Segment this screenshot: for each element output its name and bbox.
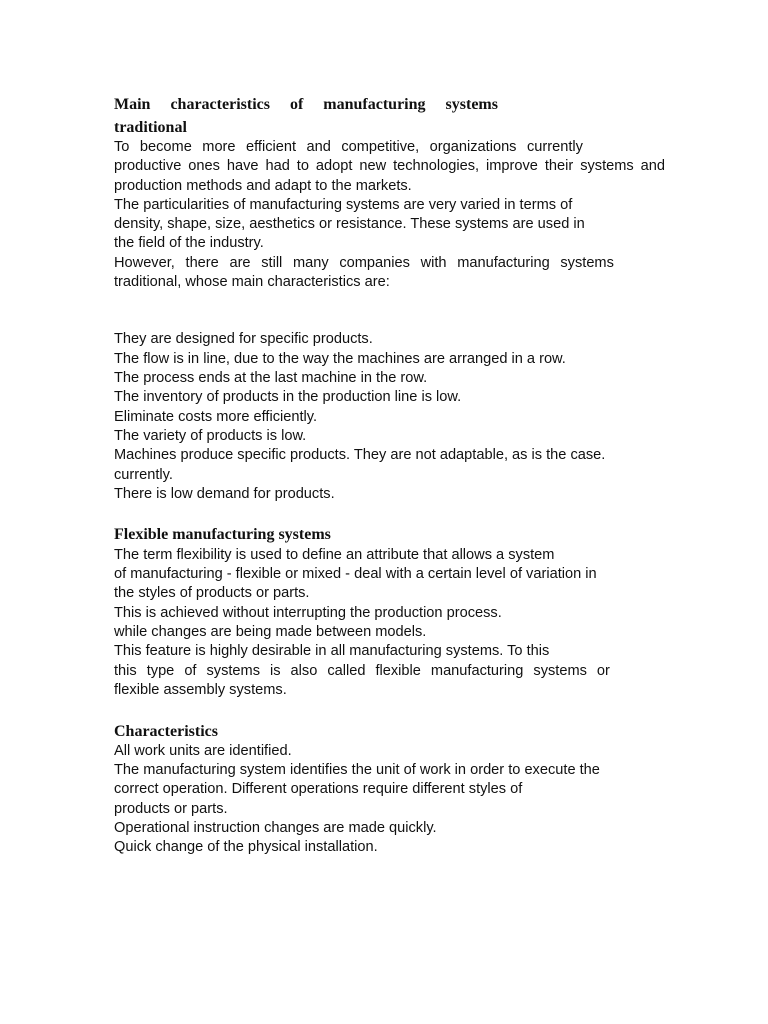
heading-word: Main — [114, 96, 151, 113]
paragraph-line: while changes are being made between models. — [114, 624, 427, 640]
word: companies — [339, 255, 410, 271]
list-item: The flow is in line, due to the way the machines are arranged in a row. — [114, 351, 566, 367]
word: called — [327, 663, 366, 679]
word: and — [306, 139, 331, 155]
paragraph-line: This is achieved without interrupting the production process. — [114, 605, 502, 621]
word: is — [270, 663, 281, 679]
list-item: There is low demand for products. — [114, 486, 335, 502]
paragraph-line: All work units are identified. — [114, 743, 292, 759]
word: flexible — [375, 663, 421, 679]
word: type — [146, 663, 175, 679]
paragraph-line: Quick change of the physical installation. — [114, 839, 378, 855]
word: still — [261, 255, 283, 271]
paragraph-line: density, shape, size, aesthetics or resistance. These systems are used in — [114, 216, 585, 232]
section-heading: Flexible manufacturing systems — [114, 526, 331, 543]
paragraph-line: Operational instruction changes are made quickly. — [114, 820, 437, 836]
word: new — [359, 158, 387, 174]
word: their — [544, 158, 574, 174]
word: technologies, — [393, 158, 480, 174]
heading-word: of — [289, 96, 304, 113]
word: improve — [486, 158, 538, 174]
word: systems — [560, 255, 614, 271]
heading-word: characteristics — [170, 96, 270, 113]
heading-word: manufacturing — [323, 96, 426, 113]
paragraph-line: the field of the industry. — [114, 235, 264, 251]
word: or — [596, 663, 610, 679]
word: and — [640, 158, 665, 174]
list-item: Machines produce specific products. They are not adaptable, as is the case. — [114, 447, 606, 463]
paragraph-line: The particularities of manufacturing systems are very varied in terms of — [114, 197, 573, 213]
word: more — [202, 139, 236, 155]
word: However, — [114, 255, 175, 271]
paragraph-line: flexible assembly systems. — [114, 682, 287, 698]
word: systems — [206, 663, 260, 679]
paragraph-line — [114, 662, 610, 681]
paragraph-line: production methods and adapt to the markets. — [114, 178, 412, 194]
word: to — [296, 158, 309, 174]
word: manufacturing — [457, 255, 550, 271]
list-item: They are designed for specific products. — [114, 331, 373, 347]
word: with — [420, 255, 447, 271]
word: currently — [526, 139, 583, 155]
word: adopt — [315, 158, 353, 174]
word: of — [184, 663, 197, 679]
word: this — [114, 663, 137, 679]
paragraph-line: This feature is highly desirable in all manufacturing systems. To this — [114, 643, 550, 659]
word: manufacturing — [430, 663, 524, 679]
word: systems — [580, 158, 634, 174]
paragraph-line — [114, 254, 614, 273]
word: there — [185, 255, 219, 271]
word: many — [292, 255, 329, 271]
word: efficient — [246, 139, 297, 155]
paragraph-line: The term flexibility is used to define an attribute that allows a system — [114, 547, 555, 563]
list-item: The process ends at the last machine in the row. — [114, 370, 428, 386]
paragraph-line: of manufacturing - flexible or mixed - deal with a certain level of variation in — [114, 566, 597, 582]
section-heading: Characteristics — [114, 723, 218, 740]
word: have — [226, 158, 259, 174]
paragraph-line: correct operation. Different operations require different styles of — [114, 781, 523, 797]
word: organizations — [429, 139, 517, 155]
heading-word: systems — [445, 96, 498, 113]
paragraph-line: The manufacturing system identifies the unit of work in order to execute the — [114, 762, 600, 778]
word: ones — [188, 158, 220, 174]
list-item: The variety of products is low. — [114, 428, 307, 444]
word: had — [265, 158, 290, 174]
list-item: currently. — [114, 467, 173, 483]
list-item: The inventory of products in the production line is low. — [114, 389, 462, 405]
paragraph-line: products or parts. — [114, 801, 228, 817]
word: productive — [114, 158, 182, 174]
section-heading-line1 — [114, 95, 498, 115]
word: systems — [533, 663, 587, 679]
section-heading-line2: traditional — [114, 119, 187, 136]
paragraph-line: the styles of products or parts. — [114, 585, 310, 601]
paragraph-line — [114, 157, 665, 176]
word: become — [139, 139, 192, 155]
word: To — [114, 139, 130, 155]
word: also — [290, 663, 318, 679]
list-item: Eliminate costs more efficiently. — [114, 409, 318, 425]
word: are — [229, 255, 251, 271]
word: competitive, — [341, 139, 420, 155]
paragraph-line — [114, 138, 583, 157]
paragraph-line: traditional, whose main characteristics are: — [114, 274, 390, 290]
